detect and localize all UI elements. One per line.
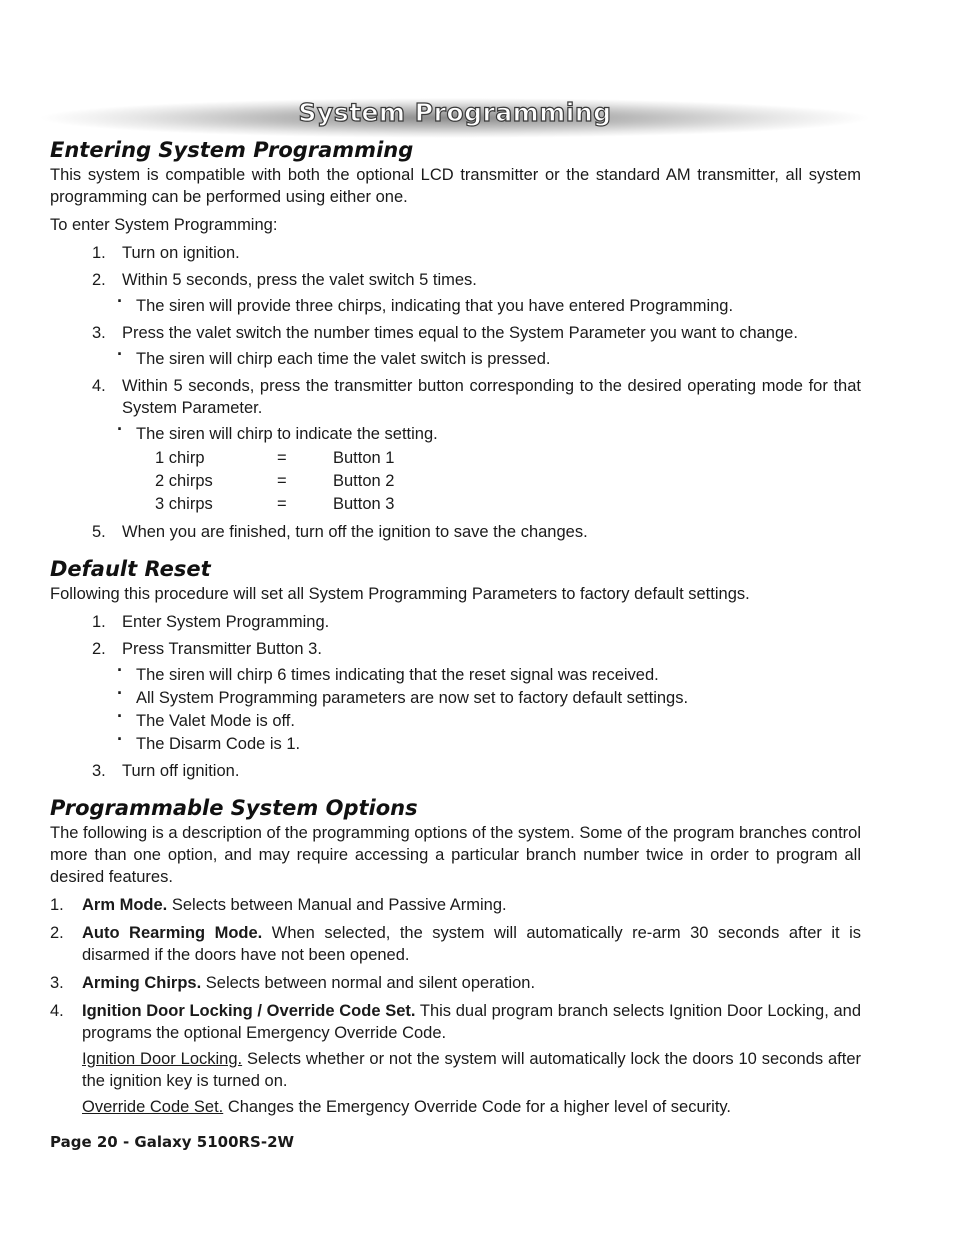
list-item: 4. Within 5 seconds, press the transmitter button corresponding to the desired operating mode for that System Parameter. · The siren will chirp to indicate the setting. 1 chirp = Button 1 2 chirps = Button 2 3 chirps = Button 3 xyxy=(50,375,861,516)
sub-override-code-set: Override Code Set. Changes the Emergency Override Code for a higher level of security. xyxy=(82,1098,732,1116)
page-footer: Page 20 - Galaxy 5100RS-2W xyxy=(50,1133,295,1151)
heading-default-reset: Default Reset xyxy=(50,557,211,581)
bullet-list xyxy=(122,348,861,370)
banner-title: System Programming xyxy=(298,98,612,127)
heading-system-options: Programmable System Options xyxy=(50,796,418,820)
sub-ignition-door-locking: Ignition Door Locking. Selects whether or not the system will automatically lock the doors 10 seconds after the ignition key is turned on. xyxy=(82,1050,861,1090)
heading-entering: Entering System Programming xyxy=(50,138,414,162)
list-item: 1. Arm Mode. Selects between Manual and Passive Arming. xyxy=(50,896,507,914)
bullet-item: · All System Programming parameters are now set to factory default settings. xyxy=(136,687,861,709)
bullet-item: · The siren will chirp each time the valet switch is pressed. xyxy=(136,348,861,370)
list-item: 1. Turn on ignition. xyxy=(92,244,240,262)
reset-steps xyxy=(50,611,861,782)
bullet-item: · The Disarm Code is 1. xyxy=(136,733,861,755)
list-item: 2. Auto Rearming Mode. When selected, the system will automatically re-arm 30 seconds after it is disarmed if the doors have not been opened. xyxy=(50,924,861,964)
entering-intro: This system is compatible with both the optional LCD transmitter or the standard AM transmitter, all system programming can be performed using either one. xyxy=(50,166,861,206)
section-banner xyxy=(40,98,870,138)
table-row: 1 chirp = Button 1 xyxy=(155,449,395,467)
bullet-list xyxy=(122,295,861,317)
bullet-list xyxy=(122,423,861,445)
list-item: 3. Press the valet switch the number times equal to the System Parameter you want to change. · The siren will chirp each time the valet switch is pressed. xyxy=(50,322,861,370)
page-content xyxy=(50,136,861,1124)
bullet-item: · The Valet Mode is off. xyxy=(136,710,861,732)
bullet-list xyxy=(122,664,861,755)
list-item: 3. Arming Chirps. Selects between normal and silent operation. xyxy=(50,974,536,992)
list-item: 2. Press Transmitter Button 3. · The siren will chirp 6 times indicating that the reset signal was received. · All System Programming parameters are now set to factory default settings. · The Valet Mode is off. · The Disarm Code is 1. xyxy=(50,638,861,755)
bullet-item: · The siren will provide three chirps, indicating that you have entered Programming. xyxy=(136,295,861,317)
list-item: 2. Within 5 seconds, press the valet switch 5 times. · The siren will provide three chirps, indicating that you have entered Programming. xyxy=(50,269,861,317)
list-item: 3. Turn off ignition. xyxy=(92,762,240,780)
list-item: 1. Enter System Programming. xyxy=(92,613,330,631)
table-row: 2 chirps = Button 2 xyxy=(155,472,395,490)
chirp-button-table xyxy=(155,447,394,516)
bullet-item: · The siren will chirp to indicate the setting. xyxy=(136,423,861,445)
table-row: 3 chirps = Button 3 xyxy=(155,495,395,513)
reset-intro: Following this procedure will set all System Programming Parameters to factory default settings. xyxy=(50,585,750,603)
entering-steps xyxy=(50,242,861,543)
options-intro: The following is a description of the programming options of the system. Some of the program branches control more than one option, and may require accessing a particular branch number twice in order to program all desired features. xyxy=(50,824,861,886)
options-list xyxy=(50,894,861,1118)
entering-lead: To enter System Programming: xyxy=(50,216,278,234)
list-item: 5. When you are finished, turn off the ignition to save the changes. xyxy=(92,523,588,541)
bullet-item: · The siren will chirp 6 times indicating that the reset signal was received. xyxy=(136,664,861,686)
list-item: 4. Ignition Door Locking / Override Code Set. This dual program branch selects Ignition Door Locking, and programs the optional Emergency Override Code. Ignition Door Locking. Selects whether or not the system will automatically lock the doors 10 seconds after the ignition key is turned on. Override Code Set. Changes the Emergency Override Code for a higher level of security. xyxy=(50,1002,862,1116)
